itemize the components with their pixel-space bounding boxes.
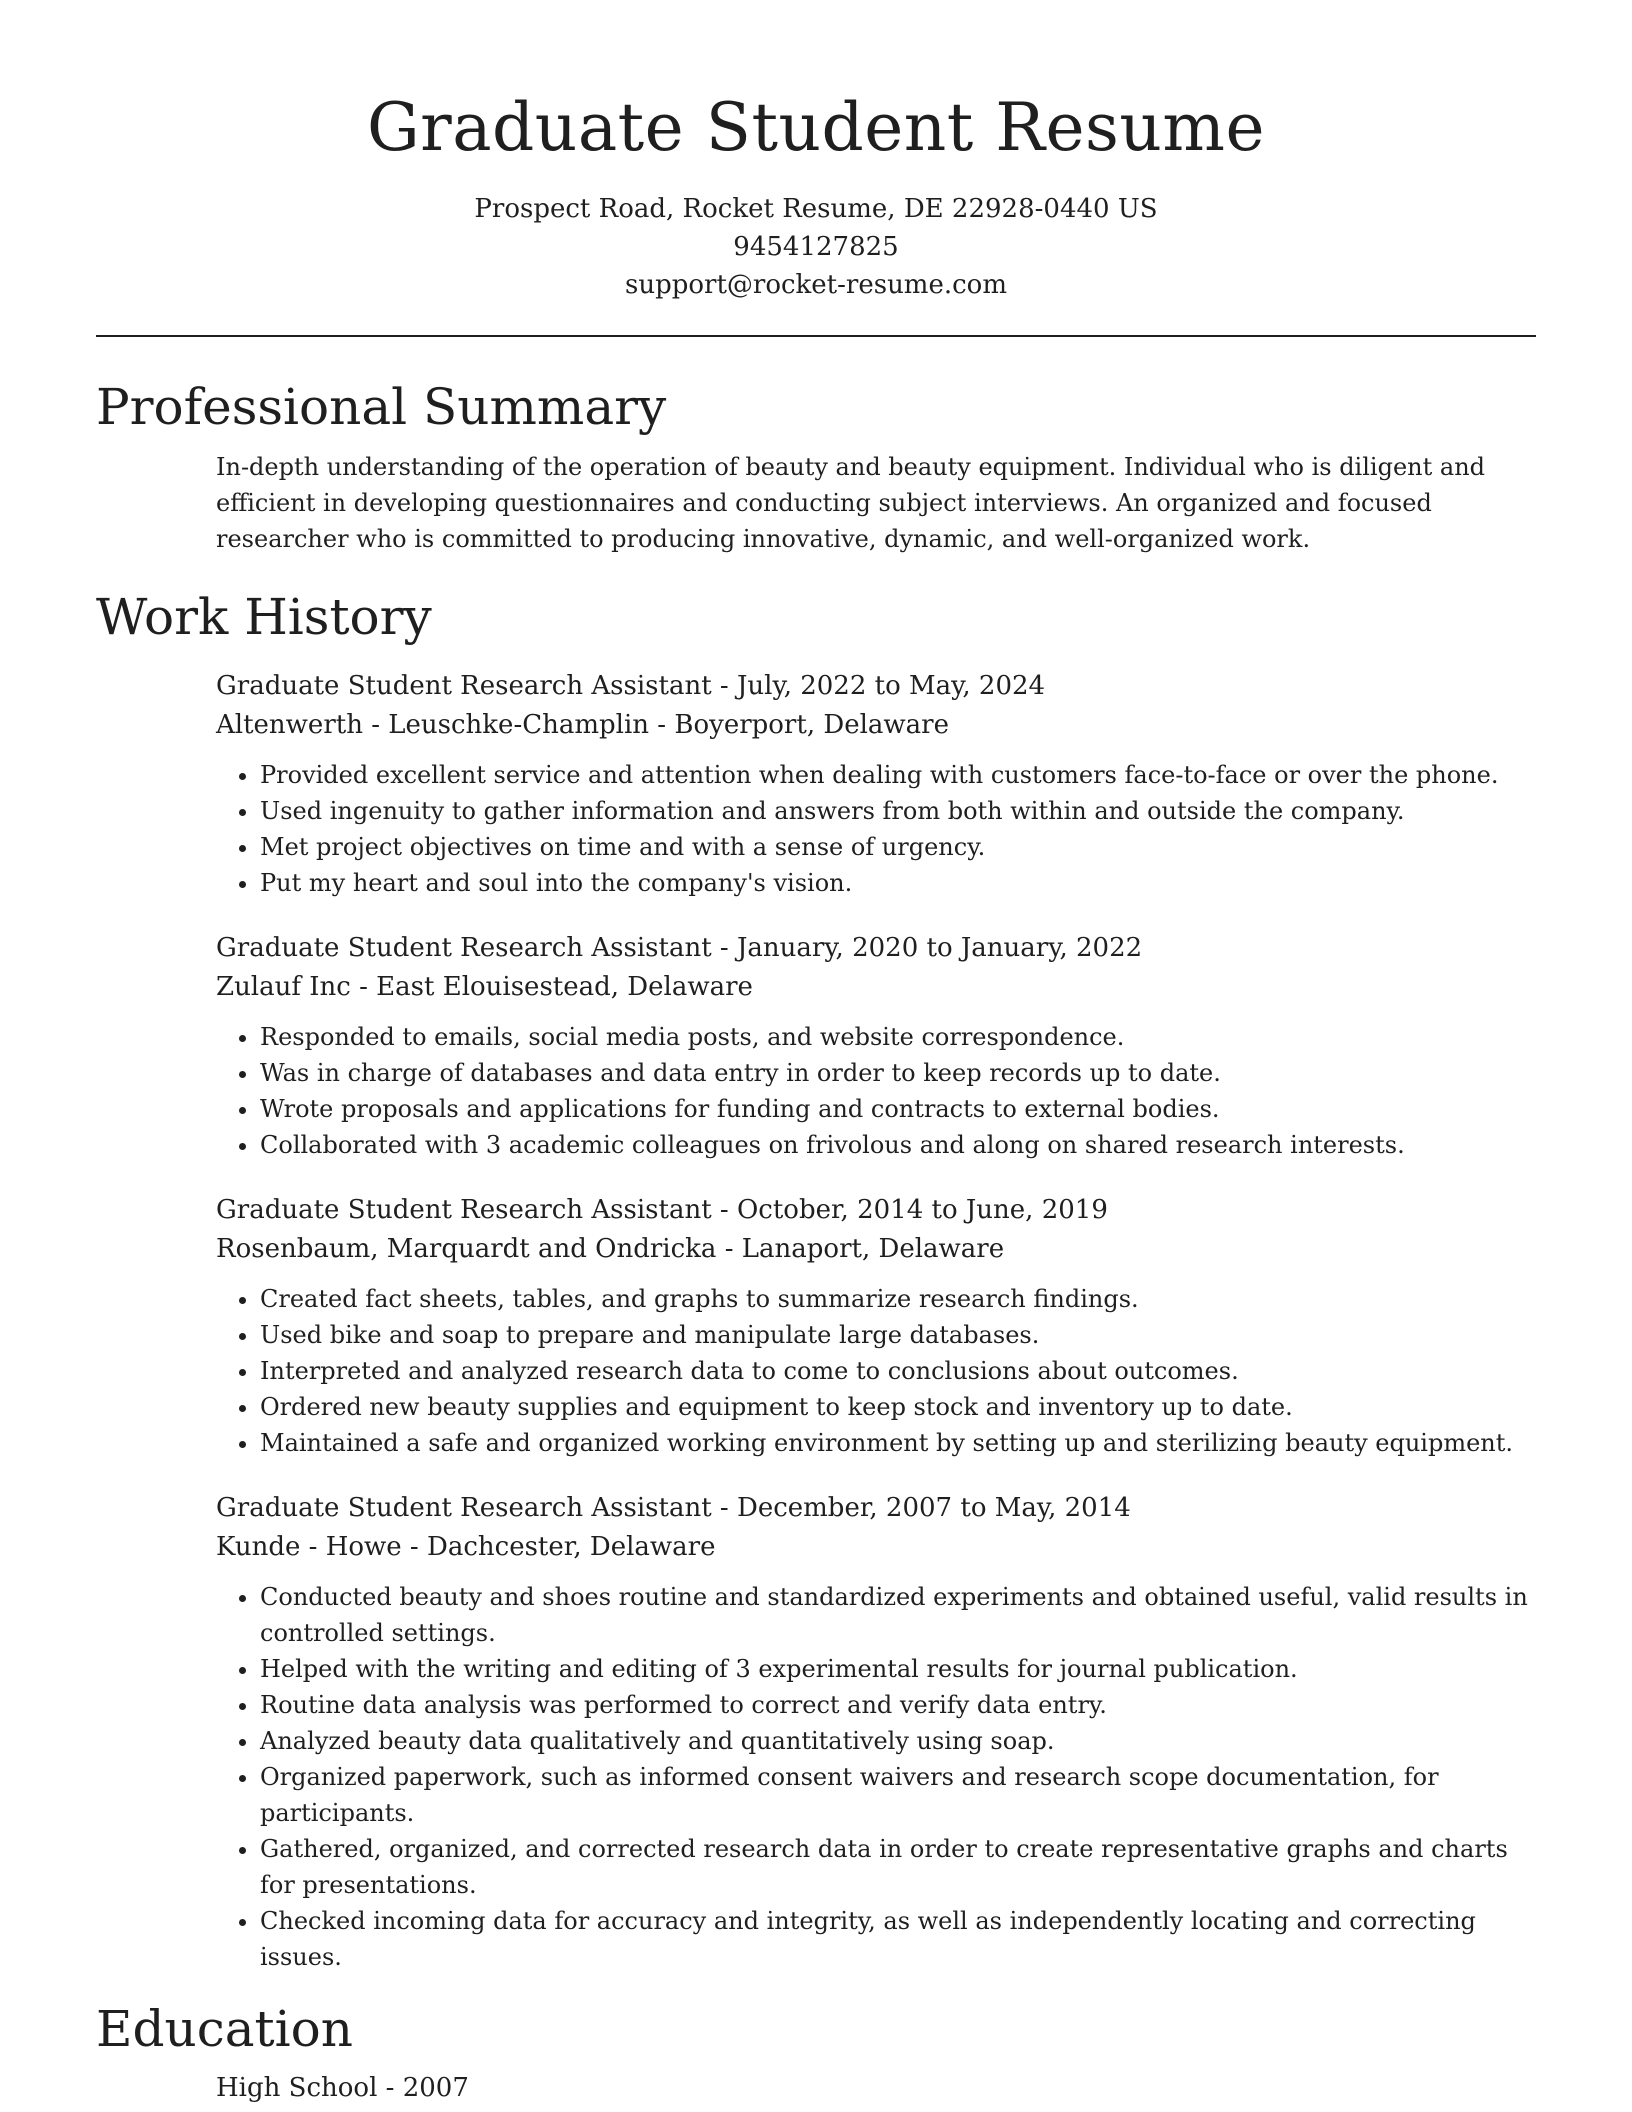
job-bullet: • Used bike and soap to prepare and manipulate large databases.	[260, 1317, 1536, 1353]
separator: -	[716, 1234, 742, 1264]
company-name: Rosenbaum, Marquardt and Ondricka	[216, 1234, 717, 1264]
education-item	[216, 2069, 1536, 2108]
separator: -	[350, 972, 377, 1002]
company-name: Altenwerth - Leuschke-Champlin	[216, 710, 650, 740]
resume-header	[96, 0, 1536, 304]
job-title-line	[216, 1489, 1536, 1528]
job-entry	[216, 929, 1536, 1163]
work-history-heading: Work History	[96, 588, 432, 646]
separator: -	[711, 1493, 737, 1523]
separator: -	[711, 671, 737, 701]
separator: -	[649, 710, 675, 740]
professional-summary-section	[96, 375, 1536, 557]
job-bullet: • Helped with the writing and editing of 3 experimental results for journal publication.	[260, 1651, 1536, 1687]
job-bullet: • Gathered, organized, and corrected research data in order to create representative graphs and charts for presentations.	[260, 1831, 1536, 1903]
contact-block	[96, 190, 1536, 304]
job-bullet: • Checked incoming data for accuracy and integrity, as well as independently locating and correcting issues.	[260, 1903, 1536, 1975]
job-bullet: • Routine data analysis was performed to correct and verify data entry.	[260, 1687, 1536, 1723]
job-entry	[216, 667, 1536, 901]
job-entry	[216, 1191, 1536, 1461]
education-section	[96, 1997, 1536, 2108]
summary-heading: Professional Summary	[96, 378, 667, 436]
company-name: Kunde - Howe	[216, 1532, 402, 1562]
resume-page	[96, 0, 1536, 2108]
job-location: Dachcester, Delaware	[426, 1532, 716, 1562]
job-bullet: • Organized paperwork, such as informed consent waivers and research scope documentation, for participants.	[260, 1759, 1536, 1831]
education-degree: High School	[216, 2073, 378, 2103]
separator: -	[401, 1532, 427, 1562]
phone-text: 9454127825	[733, 232, 899, 262]
email-text: support@rocket-resume.com	[624, 270, 1007, 300]
job-bullets	[216, 757, 1536, 901]
job-dates: December, 2007 to May, 2014	[736, 1493, 1131, 1523]
job-company-line	[216, 1528, 1536, 1567]
job-bullet: • Created fact sheets, tables, and graphs to summarize research findings.	[260, 1281, 1536, 1317]
work-history-section	[96, 585, 1536, 1975]
job-bullets	[216, 1019, 1536, 1163]
job-title: Graduate Student Research Assistant	[216, 933, 712, 963]
job-bullets	[216, 1281, 1536, 1461]
job-title-line	[216, 667, 1536, 706]
job-bullet: • Put my heart and soul into the company's vision.	[260, 865, 1536, 901]
job-dates: July, 2022 to May, 2024	[736, 671, 1046, 701]
job-bullet: • Used ingenuity to gather information and answers from both within and outside the company.	[260, 793, 1536, 829]
job-title: Graduate Student Research Assistant	[216, 1195, 712, 1225]
address-text: Prospect Road, Rocket Resume, DE 22928-0440 US	[474, 194, 1158, 224]
separator: -	[377, 2073, 403, 2103]
education-year: 2007	[402, 2073, 469, 2103]
job-location: East Elouisestead, Delaware	[376, 972, 753, 1002]
job-entry	[216, 1489, 1536, 1975]
job-title: Graduate Student Research Assistant	[216, 671, 712, 701]
job-bullet: • Was in charge of databases and data entry in order to keep records up to date.	[260, 1055, 1536, 1091]
job-bullet: • Analyzed beauty data qualitatively and quantitatively using soap.	[260, 1723, 1536, 1759]
job-bullet: • Collaborated with 3 academic colleagues on frivolous and along on shared research interests.	[260, 1127, 1536, 1163]
job-location: Lanaport, Delaware	[741, 1234, 1005, 1264]
job-bullet: • Interpreted and analyzed research data to come to conclusions about outcomes.	[260, 1353, 1536, 1389]
job-title-line	[216, 929, 1536, 968]
job-bullet: • Ordered new beauty supplies and equipment to keep stock and inventory up to date.	[260, 1389, 1536, 1425]
job-bullet: • Met project objectives on time and with a sense of urgency.	[260, 829, 1536, 865]
job-company-line	[216, 968, 1536, 1007]
job-bullet: • Maintained a safe and organized working environment by setting up and sterilizing beauty equipment.	[260, 1425, 1536, 1461]
header-divider	[96, 335, 1536, 337]
job-bullet: • Conducted beauty and shoes routine and standardized experiments and obtained useful, valid results in controlled settings.	[260, 1579, 1536, 1651]
job-company-line	[216, 706, 1536, 745]
job-bullet: • Provided excellent service and attention when dealing with customers face-to-face or over the phone.	[260, 757, 1536, 793]
company-name: Zulauf Inc	[216, 972, 351, 1002]
job-dates: October, 2014 to June, 2019	[736, 1195, 1108, 1225]
separator: -	[711, 933, 737, 963]
job-bullet: • Wrote proposals and applications for funding and contracts to external bodies.	[260, 1091, 1536, 1127]
job-bullets	[216, 1579, 1536, 1975]
job-company-line	[216, 1230, 1536, 1269]
separator: -	[711, 1195, 737, 1225]
job-title-line	[216, 1191, 1536, 1230]
education-heading: Education	[96, 2000, 353, 2058]
summary-text: In-depth understanding of the operation of beauty and beauty equipment. Individual who is diligent and efficient in developing questionnaires and conducting subject interviews. An organized and focused researcher who is committed to producing innovative, dynamic, and well-organized work.	[216, 453, 1486, 553]
job-dates: January, 2020 to January, 2022	[736, 933, 1143, 963]
job-location: Boyerport, Delaware	[674, 710, 949, 740]
job-title: Graduate Student Research Assistant	[216, 1493, 712, 1523]
resume-title: Graduate Student Resume	[366, 89, 1266, 166]
job-bullet: • Responded to emails, social media posts, and website correspondence.	[260, 1019, 1536, 1055]
